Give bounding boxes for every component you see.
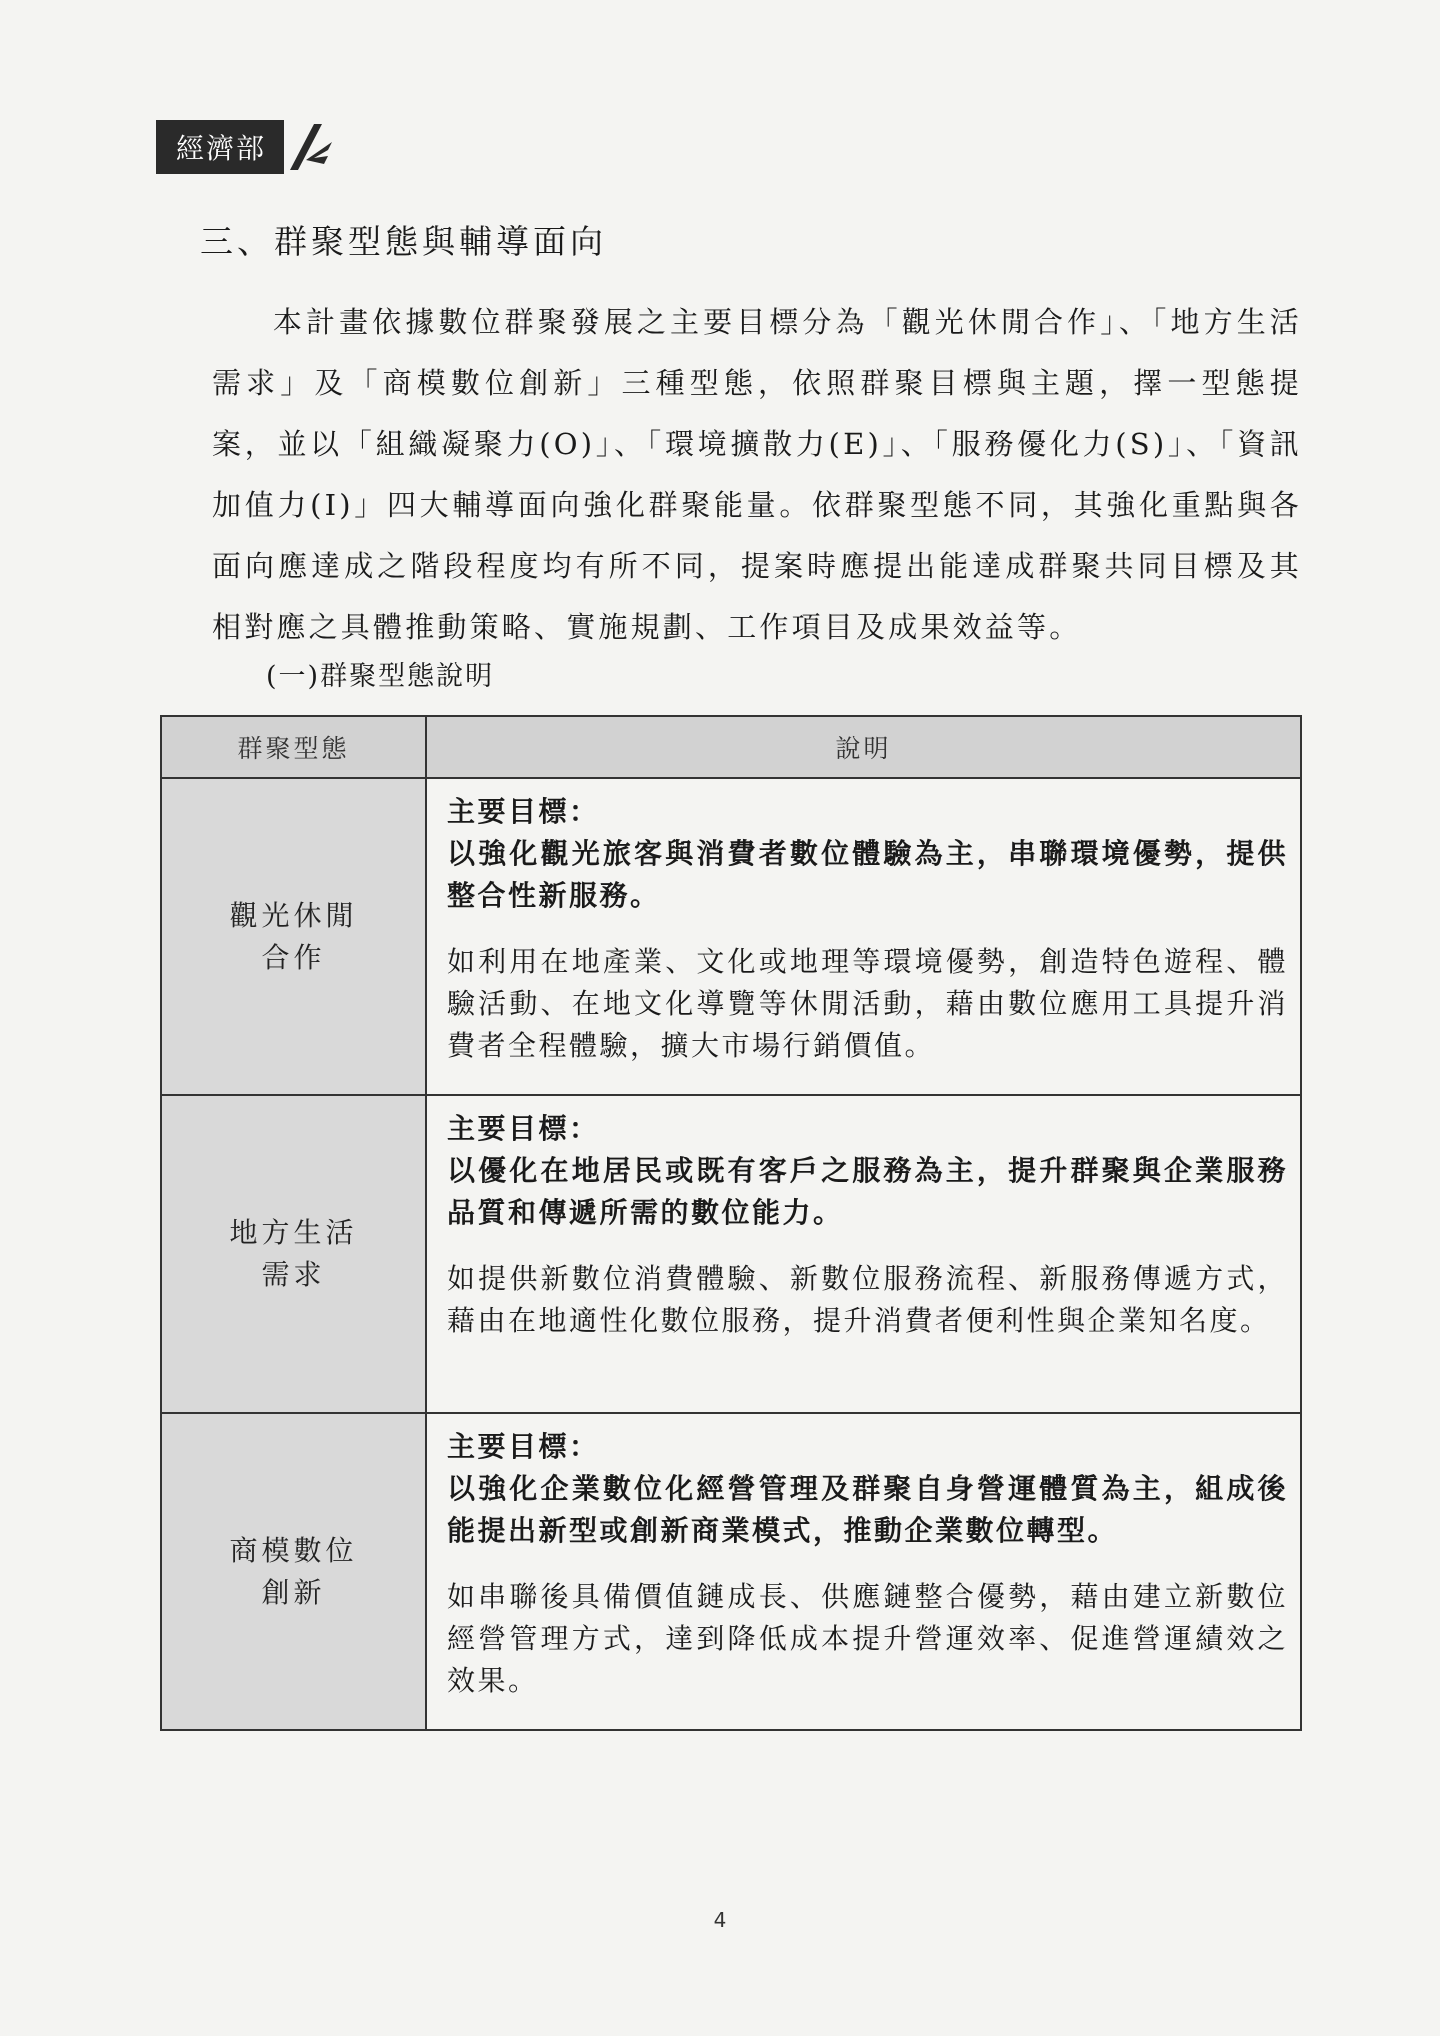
goal-text: 以強化觀光旅客與消費者數位體驗為主，串聯環境優勢，提供整合性新服務。 xyxy=(447,837,1288,912)
goal-label: 主要目標： xyxy=(447,1430,600,1463)
org-name-label: 經濟部 xyxy=(156,120,284,174)
cluster-type-line1: 地方生活 xyxy=(229,1216,358,1249)
table-row xyxy=(161,1413,1301,1730)
description-cell xyxy=(426,1095,1301,1413)
description-cell xyxy=(426,778,1301,1095)
table-header-row xyxy=(161,716,1301,778)
goal-label: 主要目標： xyxy=(447,1112,600,1145)
intro-paragraph xyxy=(212,292,1302,658)
page-number: 4 xyxy=(713,1908,727,1932)
goal-description: 如利用在地產業、文化或地理等環境優勢，創造特色遊程、體驗活動、在地文化導覽等休閒活動，藉由數位應用工具提升消費者全程體驗，擴大市場行銷價值。 xyxy=(447,945,1288,1062)
table-row xyxy=(161,778,1301,1095)
table-row xyxy=(161,1095,1301,1413)
intro-paragraph-text: 本計畫依據數位群聚發展之主要目標分為「觀光休閒合作」、「地方生活需求」及「商模數位創新」三種型態，依照群聚目標與主題，擇一型態提案，並以「組織凝聚力(O)」、「環境擴散力(E)」、「服務優化力(S)」、「資訊加值力(I)」四大輔導面向強化群聚能量。依群聚型態不同，其強化重點與各面向應達成之階段程度均有所不同，提案時應提出能達成群聚共同目標及其相對應之具體推動策略、實施規劃、工作項目及成果效益等。 xyxy=(212,305,1302,644)
cluster-type-line1: 商模數位 xyxy=(229,1533,358,1567)
goal-description: 如串聯後具備價值鏈成長、供應鏈整合優勢，藉由建立新數位經營管理方式，達到降低成本提升營運效率、促進營運績效之效果。 xyxy=(447,1580,1288,1697)
moea-logo xyxy=(156,120,344,174)
goal-label: 主要目標： xyxy=(447,795,600,828)
cluster-type-line2: 創新 xyxy=(261,1575,326,1609)
cluster-type-line2: 合作 xyxy=(261,940,326,974)
subsection-title: (一)群聚型態說明 xyxy=(266,661,495,692)
goal-description: 如提供新數位消費體驗、新數位服務流程、新服務傳遞方式，藉由在地適性化數位服務，提升消費者便利性與企業知名度。 xyxy=(447,1262,1288,1337)
cluster-type-line1: 觀光休閒 xyxy=(229,898,358,932)
description-cell xyxy=(426,1413,1301,1730)
cluster-type-cell xyxy=(161,1413,426,1730)
cluster-type-line2: 需求 xyxy=(261,1258,326,1291)
goal-text: 以強化企業數位化經營管理及群聚自身營運體質為主，組成後能提出新型或創新商業模式，推動企業數位轉型。 xyxy=(447,1472,1288,1547)
cluster-type-cell xyxy=(161,1095,426,1413)
cluster-type-cell xyxy=(161,778,426,1095)
goal-text: 以優化在地居民或既有客戶之服務為主，提升群聚與企業服務品質和傳遞所需的數位能力。 xyxy=(447,1154,1288,1229)
section-title: 三、群聚型態與輔導面向 xyxy=(200,222,607,261)
moea-emblem-icon xyxy=(284,120,344,174)
cluster-type-table xyxy=(160,715,1302,1731)
header-description: 說明 xyxy=(426,716,1301,778)
header-cluster-type: 群聚型態 xyxy=(161,716,426,778)
